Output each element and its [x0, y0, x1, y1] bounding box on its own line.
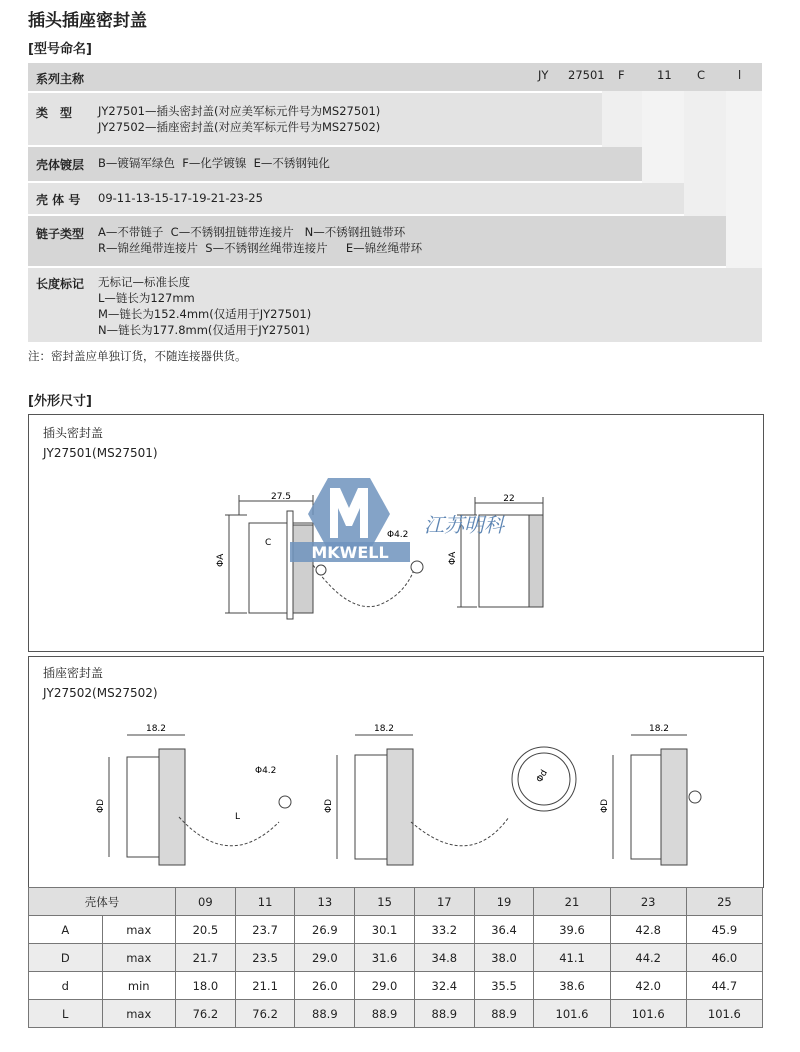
band-series	[28, 63, 762, 91]
table-cell: 88.9	[355, 1000, 415, 1028]
socket-name: 插座密封盖	[43, 666, 104, 680]
logo-brand-text: MKWELL	[311, 543, 389, 562]
page-title: 插头插座密封盖	[28, 11, 147, 31]
code-coating: F	[618, 68, 625, 82]
shell-line: 09-11-13-15-17-19-21-23-25	[98, 191, 263, 205]
table-header-cell: 11	[235, 888, 295, 916]
code-prefix: JY	[538, 68, 549, 82]
table-header-cell: 13	[295, 888, 355, 916]
table-cell: 34.8	[414, 944, 474, 972]
table-header-cell: 15	[355, 888, 415, 916]
table-cell: 31.6	[355, 944, 415, 972]
length-line-1: 无标记—标准长度	[98, 275, 190, 289]
order-note: 注：密封盖应单独订货，不随连接器供货。	[28, 349, 247, 363]
length-label: 长度标记	[36, 277, 85, 291]
table-cell: 39.6	[534, 916, 610, 944]
table-cell: 88.9	[474, 1000, 534, 1028]
type-line-2: JY27502—插座密封盖(对应美军标元件号为MS27502)	[98, 120, 381, 134]
code-length: l	[738, 68, 742, 82]
row-kind: max	[102, 916, 176, 944]
logo-chinese-text: 江苏明科	[424, 513, 504, 537]
naming-heading: [型号命名]	[28, 42, 92, 57]
dimensions-heading: [外形尺寸]	[28, 394, 92, 409]
table-cell: 76.2	[176, 1000, 236, 1028]
code-chain: C	[697, 68, 706, 82]
chain-label: 链子类型	[36, 227, 85, 241]
row-kind: min	[102, 972, 176, 1000]
socket-dim-3: 18.2	[648, 724, 670, 734]
table-cell: 33.2	[414, 916, 474, 944]
table-cell: 101.6	[610, 1000, 686, 1028]
table-row	[29, 916, 763, 944]
table-cell: 23.5	[235, 944, 295, 972]
plug-diam-left: ΦA	[216, 553, 226, 567]
table-row	[29, 944, 763, 972]
table-header-cell: 21	[534, 888, 610, 916]
table-cell: 88.9	[295, 1000, 355, 1028]
table-header-cell: 23	[610, 888, 686, 916]
plug-dim-22: 22	[503, 494, 515, 504]
mkwell-logo	[282, 474, 562, 574]
socket-dim-1: 18.2	[145, 724, 167, 734]
code-shell: 11	[657, 68, 672, 82]
plug-dim-27-5: 27.5	[270, 492, 292, 502]
socket-ring-label: Φd	[534, 768, 550, 785]
row-name: A	[29, 916, 103, 944]
socket-diam-2: ΦD	[324, 798, 334, 813]
plug-model: JY27501(MS27501)	[43, 446, 158, 460]
plug-hole-label: Φ4.2	[387, 530, 409, 540]
socket-diam-1: ΦD	[96, 798, 106, 813]
chain-line-1: A—不带链子 C—不锈钢扭链带连接片 N—不锈钢扭链带环	[98, 225, 406, 239]
table-cell: 45.9	[686, 916, 762, 944]
table-cell: 88.9	[414, 1000, 474, 1028]
table-cell: 20.5	[176, 916, 236, 944]
table-cell: 42.0	[610, 972, 686, 1000]
length-line-3: M—链长为152.4mm(仅适用于JY27501)	[98, 307, 312, 321]
row-kind: max	[102, 944, 176, 972]
table-row	[29, 1000, 763, 1028]
table-cell: 30.1	[355, 916, 415, 944]
table-cell: 21.1	[235, 972, 295, 1000]
table-cell: 29.0	[295, 944, 355, 972]
dimension-table	[28, 887, 763, 1028]
table-cell: 44.2	[610, 944, 686, 972]
plug-name: 插头密封盖	[43, 426, 104, 440]
row-name: d	[29, 972, 103, 1000]
table-cell: 101.6	[534, 1000, 610, 1028]
table-cell: 29.0	[355, 972, 415, 1000]
table-cell: 38.0	[474, 944, 534, 972]
socket-diam-3: ΦD	[600, 798, 610, 813]
table-cell: 23.7	[235, 916, 295, 944]
series-label: 系列主称	[36, 72, 85, 86]
socket-length-label: L	[235, 812, 241, 822]
row-kind: max	[102, 1000, 176, 1028]
table-header-label: 壳体号	[29, 888, 176, 916]
chain-line-2: R—锦丝绳带连接片 S—不锈钢丝绳带连接片 E—锦丝绳带环	[98, 241, 423, 255]
row-name: L	[29, 1000, 103, 1028]
table-cell: 21.7	[176, 944, 236, 972]
table-cell: 32.4	[414, 972, 474, 1000]
socket-model: JY27502(MS27502)	[43, 686, 158, 700]
table-cell: 44.7	[686, 972, 762, 1000]
table-cell: 101.6	[686, 1000, 762, 1028]
length-line-2: L—链长为127mm	[98, 291, 195, 305]
socket-hole-label: Φ4.2	[255, 766, 277, 776]
table-header-cell: 19	[474, 888, 534, 916]
table-cell: 36.4	[474, 916, 534, 944]
table-cell: 26.9	[295, 916, 355, 944]
table-cell: 18.0	[176, 972, 236, 1000]
coating-line: B—镀镉军绿色 F—化学镀镍 E—不锈钢钝化	[98, 156, 330, 170]
table-cell: 76.2	[235, 1000, 295, 1028]
band-type	[28, 93, 602, 145]
table-header-row	[29, 888, 763, 916]
table-cell: 35.5	[474, 972, 534, 1000]
table-header-cell: 25	[686, 888, 762, 916]
plug-diam-right: ΦA	[448, 551, 458, 565]
length-line-4: N—链长为177.8mm(仅适用于JY27501)	[98, 323, 310, 337]
code-series: 27501	[568, 68, 605, 82]
table-header-cell: 17	[414, 888, 474, 916]
table-cell: 26.0	[295, 972, 355, 1000]
coating-label: 壳体镀层	[36, 158, 85, 172]
socket-drawing-box	[28, 656, 764, 888]
table-cell: 38.6	[534, 972, 610, 1000]
table-cell: 46.0	[686, 944, 762, 972]
plug-c-label: C	[265, 538, 272, 548]
socket-dim-2: 18.2	[373, 724, 395, 734]
table-cell: 41.1	[534, 944, 610, 972]
shell-label: 壳 体 号	[36, 193, 81, 207]
type-line-1: JY27501—插头密封盖(对应美军标元件号为MS27501)	[98, 104, 381, 118]
table-cell: 42.8	[610, 916, 686, 944]
table-header-cell: 09	[176, 888, 236, 916]
table-row	[29, 972, 763, 1000]
type-label: 类 型	[36, 106, 73, 120]
row-name: D	[29, 944, 103, 972]
